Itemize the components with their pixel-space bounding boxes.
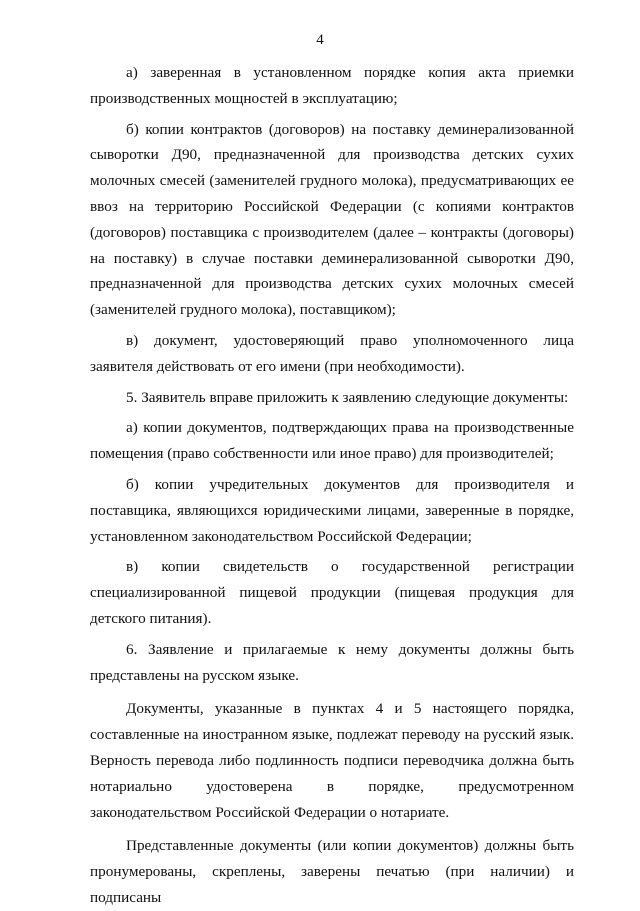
paragraph-5: 5. Заявитель вправе приложить к заявлению следующие документы: [126,388,569,406]
paragraph-5c: в) копии свидетельств о государственной регистрации специализированной пищевой продукции (пищевая продукция для детского питания). [90,558,574,627]
paragraph-4c: в) документ, удостоверяющий право уполномоченного лица заявителя действовать от его имени (при необходимости). [90,331,574,375]
paragraph-4b: б) копии контрактов (договоров) на поставку деминерализованной сыворотки Д90, предназначенной для производства детских сухих молочных смесей (заменителей грудного молока), предусматривающих ее ввоз на территорию Российской Федерации (с копиями контрактов (договоров) поставщика с производителем (далее – контракты (договоры) на поставку) в случае поставки деминерализованной сыворотки Д90, предназначенной для производства детских сухих молочных смесей (заменителей грудного молока), поставщиком); [90,120,574,319]
paragraph-4a: а) заверенная в установленном порядке копия акта приемки производственных мощностей в эксплуатацию; [90,64,574,107]
paragraph-translation: Документы, указанные в пунктах 4 и 5 настоящего порядка, составленные на иностранном языке, подлежат переводу на русский язык. Верность перевода либо подлинность подписи переводчика должна быть нотариально удостоверена в порядке, предусмотренном законодательством Российской Федерации о нотариате. [90,700,574,821]
paragraph-6: 6. Заявление и прилагаемые к нему документы должны быть представлены на русском языке. [90,640,574,684]
paragraph-5b: б) копии учредительных документов для производителя и поставщика, являющихся юридическими лицами, заверенные в порядке, установленном законодательством Российской Федерации; [90,475,574,545]
page-number: 4 [316,32,324,48]
paragraph-5a: а) копии документов, подтверждающих права на производственные помещения (право собственности или иное право) для производителей; [90,419,574,463]
document-body [90,60,574,911]
paragraph-documents: Представленные документы (или копии документов) должны быть пронумерованы, скреплены, заверены печатью (при наличии) и подписаны [90,837,574,906]
